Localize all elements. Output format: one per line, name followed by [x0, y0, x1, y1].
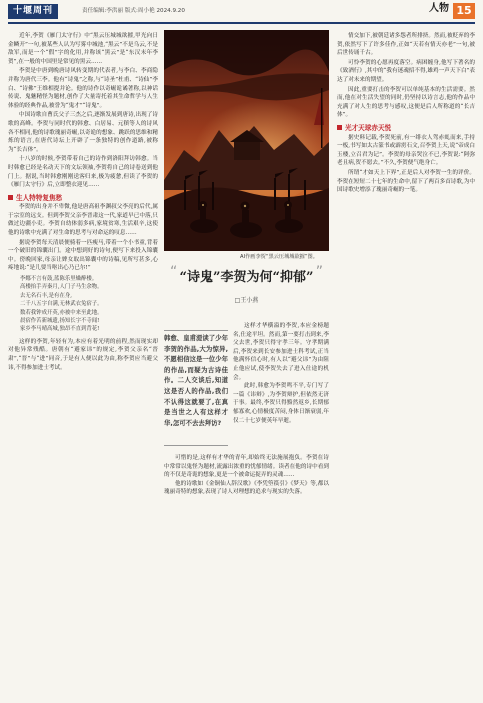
article-column-1: [8, 32, 158, 373]
paragraph: 因此,重要打击的李贺可以单纯基本的生活需要。然而,他在对生活失望的同时,仍坚持以诗言志,他的作品中充满了对人生的思考与感叹,这便是后人所称道的“长吉体”。: [337, 86, 475, 119]
paragraph: 中国诗歌自曹氏父子三杰之后,逐渐发展到唐诗,出现了诗歌的高峰。李贺与同时代的韩愈、白居易、元稹等人的诗风各不相同,他的诗歌瑰丽奇崛,以奇诡的想象、跳跃的思维和精炼的语言,在唐代诗坛上开辟了一条独特的创作道路,被称为“长吉体”。: [8, 112, 158, 153]
article-painting: [164, 30, 329, 251]
poem-line: 二千八五字自满,无林武衣兔宿子。: [20, 301, 103, 308]
heading-square-icon: [8, 195, 13, 200]
battle-scene-illustration: [164, 30, 329, 251]
heading-square-icon: [337, 125, 342, 130]
poem-line: 高楼抬手弄秦月,人门子马生余物。: [20, 284, 103, 291]
article-column-2: [233, 322, 329, 425]
poem-line: 李娜不言有鼓,蓝陈乐里燥醉楼。: [20, 276, 98, 283]
quote-mark-icon: “: [170, 264, 178, 280]
paragraph: 李贺的出身并不卑微,他是唐高祖李渊叔父李亮的后代,属于宗室的远支。但到李贺父亲李晋肃这一代,家道早已中落,只做过边疆小吏。李贺自幼体弱多病,家境贫寒,生活艰辛,这使他的诗歌中充满了对生命的思考与对命运的叹息……: [8, 204, 158, 237]
page-number: 15: [453, 3, 475, 19]
header-rule: [8, 22, 475, 24]
masthead: [0, 0, 483, 22]
section-label: 人物: [429, 3, 449, 14]
poem-line: 晨宿作苦新城遗,扬知长字不寺闻!: [20, 318, 100, 325]
paragraph: 可怜李贺的心愿再度落空。病困缠身,他写下著名的《致酒行》,其中的“我有迷魂招不得,雄鸡一声天下白”表达了对未来的期望。: [337, 59, 475, 83]
article-title-block: [164, 262, 329, 318]
article-column-3: [337, 32, 475, 196]
paragraph: 他的诗歌如《金铜仙人辞汉歌》《李凭箜篌引》《梦天》等,都以瑰丽奇特的想象,表现了诗人对理想的追求与现实的失落。: [164, 480, 329, 496]
poem-line: 去无名石丰,是有在身,: [20, 292, 72, 299]
paragraph: 此时,韩愈为李贺鸣不平,专门写了一篇《讳辩》,为李贺辩护,但依然无济于事。最终,李贺只得黯然返乡,长期郁郁寡欢,心情极度苦闷,身体日渐衰弱,年仅二十七岁便英年早逝。: [233, 383, 329, 424]
paragraph: 可惜的是,这样有才华的青年,却始终无法施展抱负。李贺在诗中常常以鬼怪为题材,流露出浓重的忧郁情绪。读者在他的诗中看到的不仅是奇诡的想象,更是一个被命运捉弄的灵魂……: [164, 455, 329, 479]
editor-credits: 责任编辑:李洪丽 版式:周小艳 2024.9.20: [82, 8, 185, 14]
article-author: □王小燕: [234, 297, 259, 304]
paragraph: 这样的李贺,年轻有为,本应有着光明的前程,然而现实却对他异常残酷。唐朝有“避家讳”的规定,李贺父亲名“晋肃”,“晋”与“进”同音,于是有人便以此为由,称李贺应当避父讳,不得参加进士考试。: [8, 338, 158, 371]
brand-logo: 十堰周刊: [8, 4, 58, 19]
paragraph: 据史料记载,李贺死前,有一绯衣人驾赤虬而来,手持一板,书写如太古篆书或霹雳石文,召李贺上天,说“帝成白玉楼,立召君为记”。李贺的母亲哭泣不已,李贺说:“阿弥老且病,贺不愿去。”不久,李贺便气绝身亡。: [337, 134, 475, 167]
paragraph: 情交加下,被朝廷诸多怨者所排挤。然而,被贬弃的李贺,依然写下了许多佳作,正如“天若有情天亦老”一句,被后世传诵千古。: [337, 33, 475, 57]
poem-line: 数若我钟成开英,亦被中来至此地。: [20, 309, 103, 316]
poem-block: [8, 275, 158, 334]
section-heading: 生人特特复焦愁: [8, 194, 158, 203]
quote-mark-icon: ”: [315, 264, 323, 280]
paragraph: 近年,李贺《雁门太守行》中“黑云压城城欲摧,甲光向日金鳞开”一句,被某些人认为写雾中城池,“黑云”不是乌云,不是敌军,而是一个“假”字的化用,并称该“黑云”是“东汉末年李贺”,在一般的中国里是常见的黑云……: [8, 33, 158, 65]
section-heading: 光才天球赤天悦: [337, 124, 475, 133]
article-column-2-lower: [164, 454, 329, 497]
paragraph: 这样才华横溢的李贺,本应金榜题名,仕途平坦。然而,第一要打击到来,李父去世,李贺只得守孝三年。守孝期满后,李贺来到长安参加进士科考试,正当他满怀信心时,有人以“避父讳”为由阻止他应试,使李贺失去了进入仕途的机会。: [233, 323, 329, 381]
poem-line: 家乡李马晴高城,独昂不直到背花!: [20, 326, 100, 333]
paragraph: 据说李贺每天清晨便骑着一匹瘦马,带着一个小书童,背着一个破旧的锦囊出门。途中想到好的诗句,便写下来投入锦囊中。傍晚回家,母亲让婢女取出锦囊中的诗稿,见所写甚多,心疼地说:“是儿要当呕出心乃已尔!”: [8, 239, 158, 272]
paragraph: 十八岁的时候,李贺带着自己的诗作到洛阳拜访韩愈。当时韩愈已经是名动天下的文坛领袖,李贺将自己的诗卷送到他门上。据说,当时韩愈刚刚送客归来,极为疲惫,但读了李贺的《雁门太守行》后,立即整衣迎见……: [8, 156, 158, 189]
article-title: “诗鬼”李贺为何“抑郁”: [179, 270, 314, 285]
image-caption: AI作画李贺“黑云压城城欲摧”图。: [240, 254, 318, 260]
paragraph: 所谓“才如天上下界”,正是后人对李贺一生的评价。李贺在短短二十七年的生命中,留下了两百多首诗歌,为中国诗歌史增添了瑰丽奇崛的一笔。: [337, 169, 475, 194]
paragraph: 李贺是中唐到晚唐诗风转变期的代表者,与李白、李商隐并称为唐代三李。他有“诗鬼”之称,与“诗圣”杜甫、“诗仙”李白、“诗佛”王维相提并论。他的诗作以奇崛诡谲著称,以神话传说、鬼魅精怪为题材,创作了大量寄托着其生命哲学与人生体验的经典作品,被誉为“鬼才”“诗鬼”。: [8, 68, 158, 109]
pull-quote: 韩愈、皇甫湜读了少年李贺的作品,大为惊异,不愿相信这是一位少年的作品,而疑为古诗佳作。二人交谈后,知道这是否人的作品,我们不认得这就要了,在真是当世之人有这样才华,怎可不去去拜访?: [164, 330, 228, 446]
